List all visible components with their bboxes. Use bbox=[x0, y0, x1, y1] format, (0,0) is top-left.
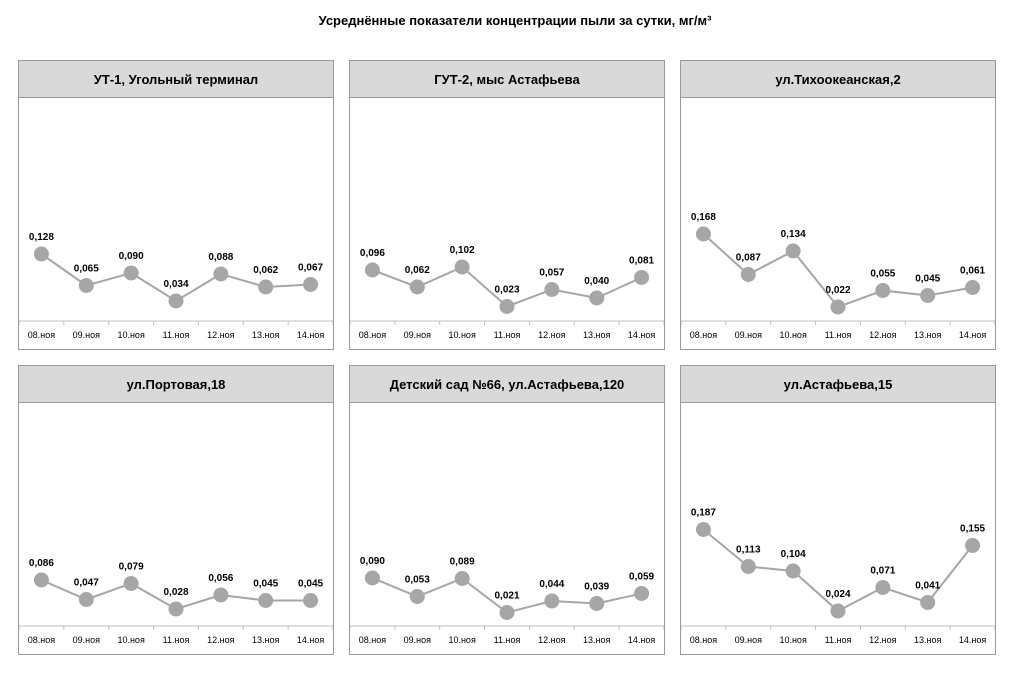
data-point bbox=[500, 299, 515, 314]
x-tick-label: 12.ноя bbox=[538, 635, 566, 645]
data-label: 0,065 bbox=[73, 263, 99, 275]
x-tick-label: 10.ноя bbox=[448, 635, 476, 645]
line-chart bbox=[681, 97, 995, 349]
data-point bbox=[303, 593, 318, 608]
x-tick-label: 13.ноя bbox=[914, 330, 942, 340]
data-point bbox=[79, 278, 94, 293]
chart-panel bbox=[680, 365, 996, 655]
data-label: 0,055 bbox=[870, 268, 896, 280]
chart-title: ГУТ-2, мыс Астафьева bbox=[350, 61, 664, 98]
data-label: 0,022 bbox=[825, 285, 851, 296]
x-tick-label: 08.ноя bbox=[358, 330, 387, 340]
data-label: 0,128 bbox=[28, 232, 54, 243]
line-chart bbox=[19, 402, 333, 654]
x-tick-label: 13.ноя bbox=[252, 330, 280, 340]
data-label: 0,087 bbox=[735, 252, 761, 264]
x-tick-label: 13.ноя bbox=[583, 635, 611, 645]
x-tick-label: 10.ноя bbox=[779, 330, 807, 340]
data-label: 0,067 bbox=[298, 262, 324, 274]
page-title: Усреднённые показатели концентрации пыли за сутки, мг/м³ bbox=[318, 13, 712, 28]
x-tick-label: 09.ноя bbox=[403, 635, 431, 645]
x-tick-label: 09.ноя bbox=[72, 330, 100, 340]
x-tick-label: 12.ноя bbox=[869, 330, 897, 340]
data-label: 0,041 bbox=[915, 580, 941, 592]
data-label: 0,113 bbox=[736, 544, 761, 556]
data-point bbox=[303, 277, 318, 292]
data-label: 0,134 bbox=[780, 229, 806, 240]
data-label: 0,062 bbox=[404, 265, 430, 276]
data-point bbox=[169, 602, 184, 617]
x-tick-label: 11.ноя bbox=[824, 330, 852, 340]
line-chart bbox=[681, 402, 995, 654]
x-tick-label: 13.ноя bbox=[914, 635, 942, 645]
data-label: 0,061 bbox=[960, 265, 986, 277]
x-tick-label: 09.ноя bbox=[403, 330, 431, 340]
chart-panel bbox=[18, 60, 334, 350]
data-point bbox=[589, 596, 604, 611]
data-point bbox=[634, 270, 649, 285]
x-tick-label: 14.ноя bbox=[296, 330, 325, 340]
chart-title: ул.Тихоокеанская,2 bbox=[681, 61, 995, 98]
x-tick-label: 10.ноя bbox=[117, 635, 145, 645]
data-point bbox=[34, 573, 49, 588]
data-point bbox=[213, 588, 228, 603]
data-point bbox=[875, 580, 890, 595]
data-point bbox=[875, 283, 890, 298]
data-label: 0,039 bbox=[584, 581, 610, 593]
data-point bbox=[213, 267, 228, 282]
data-point bbox=[410, 589, 425, 604]
data-point bbox=[965, 280, 980, 295]
x-tick-label: 14.ноя bbox=[958, 330, 987, 340]
chart-panel bbox=[680, 60, 996, 350]
data-label: 0,056 bbox=[208, 573, 234, 584]
x-tick-label: 14.ноя bbox=[627, 330, 656, 340]
data-label: 0,096 bbox=[359, 248, 385, 259]
x-tick-label: 12.ноя bbox=[207, 635, 235, 645]
x-tick-label: 08.ноя bbox=[27, 635, 56, 645]
data-label: 0,086 bbox=[28, 558, 54, 569]
data-point bbox=[920, 288, 935, 303]
data-label: 0,023 bbox=[494, 284, 520, 296]
x-tick-label: 11.ноя bbox=[493, 330, 521, 340]
data-label: 0,088 bbox=[208, 252, 234, 263]
chart-title: ул.Астафьева,15 bbox=[681, 366, 995, 403]
data-label: 0,047 bbox=[73, 577, 99, 589]
x-tick-label: 10.ноя bbox=[779, 635, 807, 645]
data-point bbox=[258, 280, 273, 295]
data-label: 0,062 bbox=[253, 265, 279, 276]
data-label: 0,024 bbox=[825, 589, 851, 600]
data-label: 0,057 bbox=[539, 267, 565, 279]
data-point bbox=[831, 300, 846, 315]
data-label: 0,168 bbox=[690, 212, 716, 223]
data-point bbox=[169, 294, 184, 309]
chart-title: УТ-1, Угольный терминал bbox=[19, 61, 333, 98]
data-point bbox=[365, 263, 380, 278]
data-label: 0,089 bbox=[449, 556, 475, 568]
x-tick-label: 10.ноя bbox=[117, 330, 145, 340]
data-point bbox=[124, 266, 139, 281]
data-point bbox=[258, 593, 273, 608]
data-label: 0,034 bbox=[163, 279, 189, 290]
x-tick-label: 11.ноя bbox=[162, 330, 190, 340]
data-point bbox=[831, 604, 846, 619]
data-point bbox=[696, 522, 711, 537]
x-tick-label: 09.ноя bbox=[72, 635, 100, 645]
data-label: 0,045 bbox=[253, 578, 279, 590]
data-label: 0,045 bbox=[298, 578, 324, 590]
data-label: 0,021 bbox=[494, 590, 520, 602]
x-tick-label: 08.ноя bbox=[689, 330, 718, 340]
line-chart bbox=[19, 97, 333, 349]
x-tick-label: 14.ноя bbox=[958, 635, 987, 645]
data-point bbox=[741, 559, 756, 574]
data-point bbox=[634, 586, 649, 601]
data-label: 0,090 bbox=[359, 556, 385, 567]
data-label: 0,045 bbox=[915, 273, 941, 285]
x-tick-label: 08.ноя bbox=[689, 635, 718, 645]
x-tick-label: 09.ноя bbox=[734, 330, 762, 340]
data-point bbox=[79, 592, 94, 607]
line-chart bbox=[350, 402, 664, 654]
data-point bbox=[34, 247, 49, 262]
data-point bbox=[589, 291, 604, 306]
data-label: 0,040 bbox=[584, 276, 610, 287]
data-point bbox=[920, 595, 935, 610]
data-point bbox=[365, 571, 380, 586]
data-label: 0,155 bbox=[960, 523, 986, 535]
data-point bbox=[124, 576, 139, 591]
data-label: 0,071 bbox=[870, 565, 896, 577]
x-tick-label: 11.ноя bbox=[493, 635, 521, 645]
data-point bbox=[455, 571, 470, 586]
data-point bbox=[696, 227, 711, 242]
x-tick-label: 14.ноя bbox=[627, 635, 656, 645]
chart-panel bbox=[349, 60, 665, 350]
data-point bbox=[786, 564, 801, 579]
x-tick-label: 09.ноя bbox=[734, 635, 762, 645]
chart-title: Детский сад №66, ул.Астафьева,120 bbox=[350, 366, 664, 403]
x-tick-label: 14.ноя bbox=[296, 635, 325, 645]
data-point bbox=[410, 280, 425, 295]
x-tick-label: 12.ноя bbox=[869, 635, 897, 645]
chart-panel bbox=[349, 365, 665, 655]
data-point bbox=[786, 244, 801, 259]
data-point bbox=[741, 267, 756, 282]
chart-panel bbox=[18, 365, 334, 655]
data-label: 0,079 bbox=[118, 561, 144, 573]
data-point bbox=[544, 282, 559, 297]
data-label: 0,059 bbox=[629, 571, 655, 583]
x-tick-label: 13.ноя bbox=[252, 635, 280, 645]
data-label: 0,044 bbox=[539, 579, 565, 590]
x-tick-label: 10.ноя bbox=[448, 330, 476, 340]
x-tick-label: 13.ноя bbox=[583, 330, 611, 340]
x-tick-label: 12.ноя bbox=[207, 330, 235, 340]
x-tick-label: 08.ноя bbox=[27, 330, 56, 340]
data-point bbox=[965, 538, 980, 553]
x-tick-label: 12.ноя bbox=[538, 330, 566, 340]
x-tick-label: 11.ноя bbox=[162, 635, 190, 645]
data-label: 0,028 bbox=[163, 587, 189, 598]
data-label: 0,102 bbox=[449, 245, 475, 256]
x-tick-label: 08.ноя bbox=[358, 635, 387, 645]
x-tick-label: 11.ноя bbox=[824, 635, 852, 645]
data-label: 0,090 bbox=[118, 251, 144, 262]
line-chart bbox=[350, 97, 664, 349]
data-label: 0,187 bbox=[690, 507, 716, 519]
data-point bbox=[500, 605, 515, 620]
data-label: 0,053 bbox=[404, 574, 430, 586]
chart-title: ул.Портовая,18 bbox=[19, 366, 333, 403]
data-point bbox=[544, 594, 559, 609]
data-label: 0,104 bbox=[780, 549, 806, 560]
data-label: 0,081 bbox=[629, 255, 655, 267]
data-point bbox=[455, 260, 470, 275]
